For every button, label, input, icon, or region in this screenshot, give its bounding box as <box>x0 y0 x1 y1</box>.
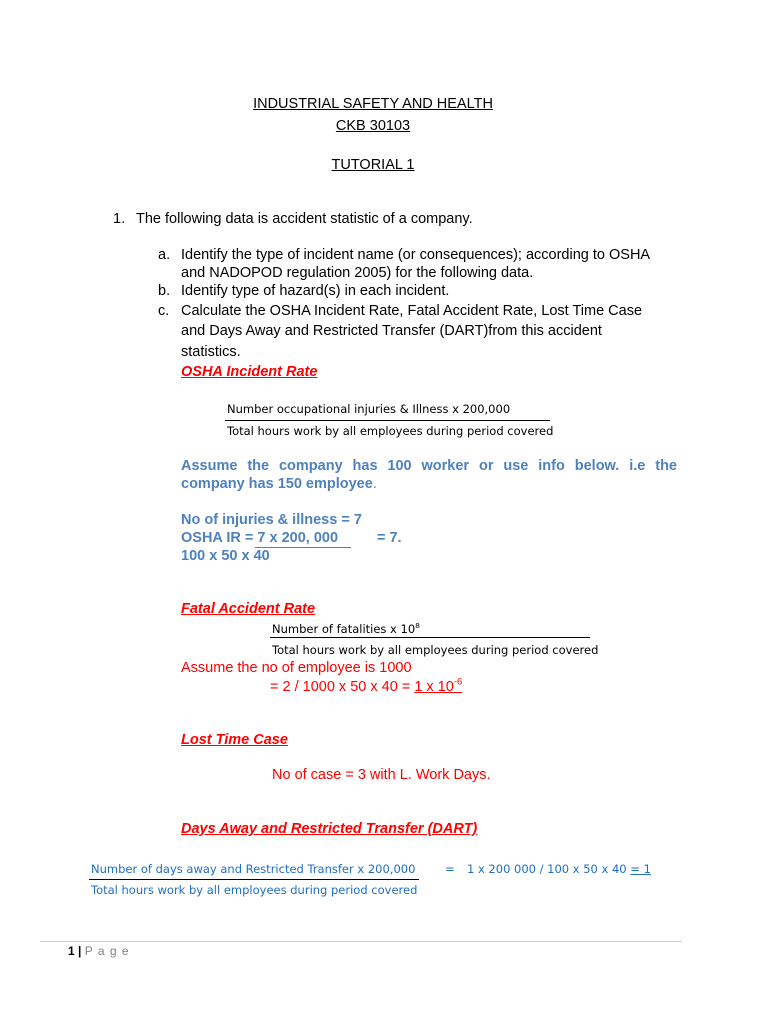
far-formula-numerator <box>272 622 420 636</box>
item-c-line1: Calculate the OSHA Incident Rate, Fatal Accident Rate, Lost Time Case <box>181 303 643 319</box>
item-c-line2: and Days Away and Restricted Transfer (DART)from this accident <box>181 323 602 339</box>
far-calc-exponent: -6 <box>453 675 463 687</box>
osha-ir-denominator: 100 x 50 x 40 <box>181 548 270 564</box>
far-numerator-exponent: 8 <box>415 620 420 630</box>
osha-injuries-count: No of injuries & illness = 7 <box>181 512 362 528</box>
osha-formula-numerator: Number occupational injuries & Illness x 200,000 <box>227 402 511 416</box>
osha-ir-line <box>181 530 338 546</box>
item-b-marker: b. <box>158 283 171 299</box>
page-footer <box>68 944 130 958</box>
osha-ir-label: OSHA IR = <box>181 530 258 546</box>
question-number: 1. <box>113 211 126 227</box>
ltc-heading: Lost Time Case <box>181 732 288 748</box>
item-c-marker: c. <box>158 303 170 319</box>
osha-ir-result: = 7. <box>377 530 402 546</box>
item-b-line1: Identify type of hazard(s) in each incident. <box>181 283 450 299</box>
footer-page-number: 1 <box>68 944 75 958</box>
ltc-text: No of case = 3 with L. Work Days. <box>272 767 491 783</box>
dart-calculation <box>467 862 651 876</box>
footer-page-label: P a g e <box>84 944 130 958</box>
osha-formula-fraction-bar <box>225 420 550 421</box>
far-heading: Fatal Accident Rate <box>181 601 316 617</box>
osha-assume-line1: Assume the company has 100 worker or use info below. i.e the <box>181 458 677 474</box>
far-calc-result <box>414 675 463 695</box>
dart-formula-fraction-bar <box>89 879 419 880</box>
dart-equals: = <box>445 862 455 876</box>
far-formula-denominator: Total hours work by all employees during period covered <box>272 643 599 657</box>
dart-formula-denominator: Total hours work by all employees during period covered <box>91 883 418 897</box>
item-c-line3: statistics. <box>181 344 241 360</box>
osha-heading: OSHA Incident Rate <box>181 364 318 380</box>
dart-calc: 1 x 200 000 / 100 x 50 x 40 <box>467 862 631 876</box>
far-calc-prefix: = 2 / 1000 x 50 x 40 = <box>270 679 415 695</box>
dart-calc-result: = 1 <box>630 862 651 876</box>
osha-assume-line2: company has 150 employee <box>181 476 373 492</box>
dart-heading: Days Away and Restricted Transfer (DART) <box>181 821 478 837</box>
osha-assume-line2-wrap <box>181 476 377 492</box>
footer-separator: | <box>78 944 82 958</box>
item-a-marker: a. <box>158 247 171 263</box>
far-formula-fraction-bar <box>270 637 590 638</box>
course-code: CKB 30103 <box>335 118 411 134</box>
far-numerator-text: Number of fatalities x 10 <box>272 622 416 636</box>
item-a-line2: and NADOPOD regulation 2005) for the following data. <box>181 265 534 281</box>
document-title: INDUSTRIAL SAFETY AND HEALTH <box>253 96 493 112</box>
tutorial-title: TUTORIAL 1 <box>331 157 415 173</box>
item-a-line1: Identify the type of incident name (or consequences); according to OSHA <box>181 247 651 263</box>
far-calculation <box>270 675 463 695</box>
footer-divider <box>40 941 682 942</box>
far-calc-result-base: 1 x 10 <box>414 679 454 695</box>
question-text: The following data is accident statistic of a company. <box>136 211 473 227</box>
osha-assume-period: . <box>372 476 377 492</box>
osha-ir-numerator: 7 x 200, 000 <box>257 530 339 546</box>
far-assume: Assume the no of employee is 1000 <box>181 660 412 676</box>
osha-formula-denominator: Total hours work by all employees during period covered <box>227 424 554 438</box>
dart-formula-numerator: Number of days away and Restricted Transfer x 200,000 <box>91 862 416 876</box>
